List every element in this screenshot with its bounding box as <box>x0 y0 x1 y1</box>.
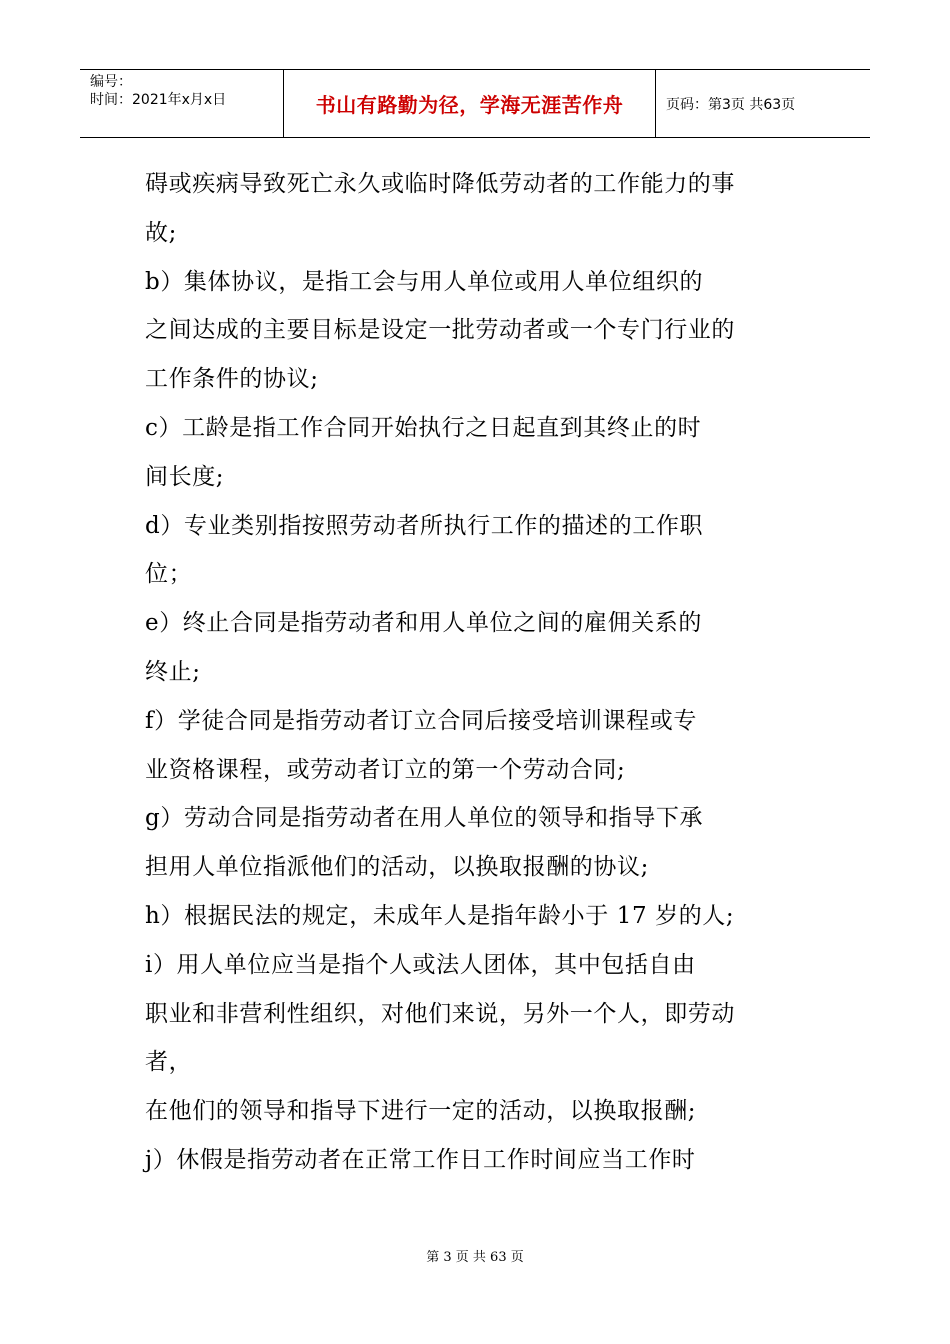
body-line: d）专业类别指按照劳动者所执行工作的描述的工作职 <box>145 512 704 539</box>
header-motto: 书山有路勤为径，学海无涯苦作舟 <box>315 93 624 117</box>
body-line: 工作条件的协议; <box>145 366 319 393</box>
header-page-cell <box>656 70 870 137</box>
body-line: 者， <box>145 1049 193 1076</box>
document-body <box>145 160 805 1185</box>
body-line: i）用人单位应当是指个人或法人团体，其中包括自由 <box>145 951 696 978</box>
body-line: g）劳动合同是指劳动者在用人单位的领导和指导下承 <box>145 805 704 832</box>
body-line: 担用人单位指派他们的活动，以换取报酬的协议; <box>145 854 649 881</box>
header-meta-cell <box>80 70 284 137</box>
body-line: 故; <box>145 219 177 246</box>
body-line: j）休假是指劳动者在正常工作日工作时间应当工作时 <box>145 1146 696 1173</box>
header-page-info: 页码：第3页 共63页 <box>666 96 796 113</box>
body-line: c）工龄是指工作合同开始执行之日起直到其终止的时 <box>145 414 702 441</box>
document-date-label: 时间：2021年x月x日 <box>90 92 227 108</box>
body-line: f）学徒合同是指劳动者订立合同后接受培训课程或专 <box>145 707 697 734</box>
body-line: 位； <box>145 561 193 588</box>
header-motto-cell <box>284 70 656 137</box>
document-number-label: 编号： <box>90 74 132 90</box>
body-line: e）终止合同是指劳动者和用人单位之间的雇佣关系的 <box>145 610 703 637</box>
body-line: b）集体协议，是指工会与用人单位或用人单位组织的 <box>145 268 704 295</box>
body-line: 之间达成的主要目标是设定一批劳动者或一个专门行业的 <box>145 317 735 344</box>
body-line: 碍或疾病导致死亡永久或临时降低劳动者的工作能力的事 <box>145 171 735 197</box>
document-header <box>80 69 870 138</box>
body-line: 职业和非营利性组织，对他们来说，另外一个人，即劳动 <box>145 1000 735 1027</box>
body-line: 终止; <box>145 658 201 685</box>
body-line: 间长度; <box>145 463 225 490</box>
body-line: 业资格课程，或劳动者订立的第一个劳动合同; <box>145 756 626 783</box>
body-line: h）根据民法的规定，未成年人是指年龄小于 17 岁的人; <box>145 902 735 929</box>
body-line: 在他们的领导和指导下进行一定的活动，以换取报酬; <box>145 1098 697 1125</box>
page-footer: 第 3 页 共 63 页 <box>426 1250 524 1265</box>
